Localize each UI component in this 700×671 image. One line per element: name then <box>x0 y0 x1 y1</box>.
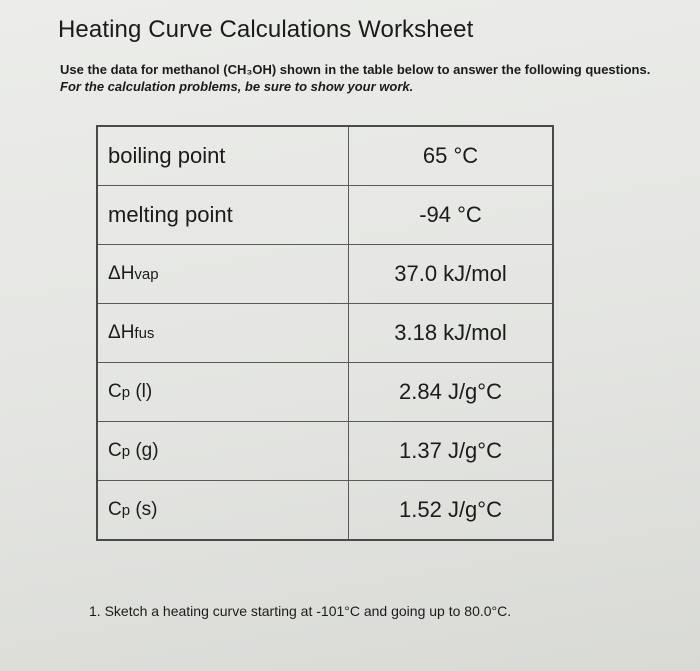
label-sub: p <box>121 502 131 519</box>
table-row <box>97 126 553 186</box>
label-sub: p <box>121 443 131 460</box>
instructions-italic: For the calculation problems, be sure to show your work. <box>60 79 414 94</box>
instructions-text: Use the data for methanol (CH₃OH) shown in the table below to answer the following questions. <box>60 62 651 77</box>
label-sub: vap <box>134 266 159 283</box>
instructions <box>60 61 660 95</box>
table-row <box>97 304 553 363</box>
row-label <box>97 481 349 541</box>
question-1: 1. Sketch a heating curve starting at -101°C and going up to 80.0°C. <box>89 603 512 619</box>
worksheet-title: Heating Curve Calculations Worksheet <box>58 16 474 43</box>
label-tail: (s) <box>130 499 158 520</box>
row-value: 1.52 J/g°C <box>349 481 554 541</box>
row-value: 37.0 kJ/mol <box>349 245 554 304</box>
row-label <box>97 363 349 422</box>
row-value: 2.84 J/g°C <box>349 363 554 422</box>
label-sub: fus <box>134 325 155 342</box>
table-row <box>97 422 553 481</box>
table-row <box>97 186 553 245</box>
methanol-data-table <box>96 125 554 541</box>
row-label <box>97 422 349 481</box>
label-main: ΔH <box>108 263 135 284</box>
row-label: melting point <box>97 186 349 245</box>
row-value: -94 °C <box>349 186 554 245</box>
label-main: ΔH <box>108 322 135 343</box>
label-sub: p <box>121 384 131 401</box>
label-tail: (g) <box>130 440 159 461</box>
table-row <box>97 481 553 541</box>
label-main: C <box>108 499 122 520</box>
table-row <box>97 245 553 304</box>
row-value: 3.18 kJ/mol <box>349 304 554 363</box>
row-value: 65 °C <box>349 126 554 186</box>
label-main: C <box>108 381 122 402</box>
label-tail: (l) <box>130 381 153 402</box>
table-row <box>97 363 553 422</box>
row-label <box>97 245 349 304</box>
row-label: boiling point <box>97 126 349 186</box>
row-label <box>97 304 349 363</box>
row-value: 1.37 J/g°C <box>349 422 554 481</box>
label-main: C <box>108 440 122 461</box>
